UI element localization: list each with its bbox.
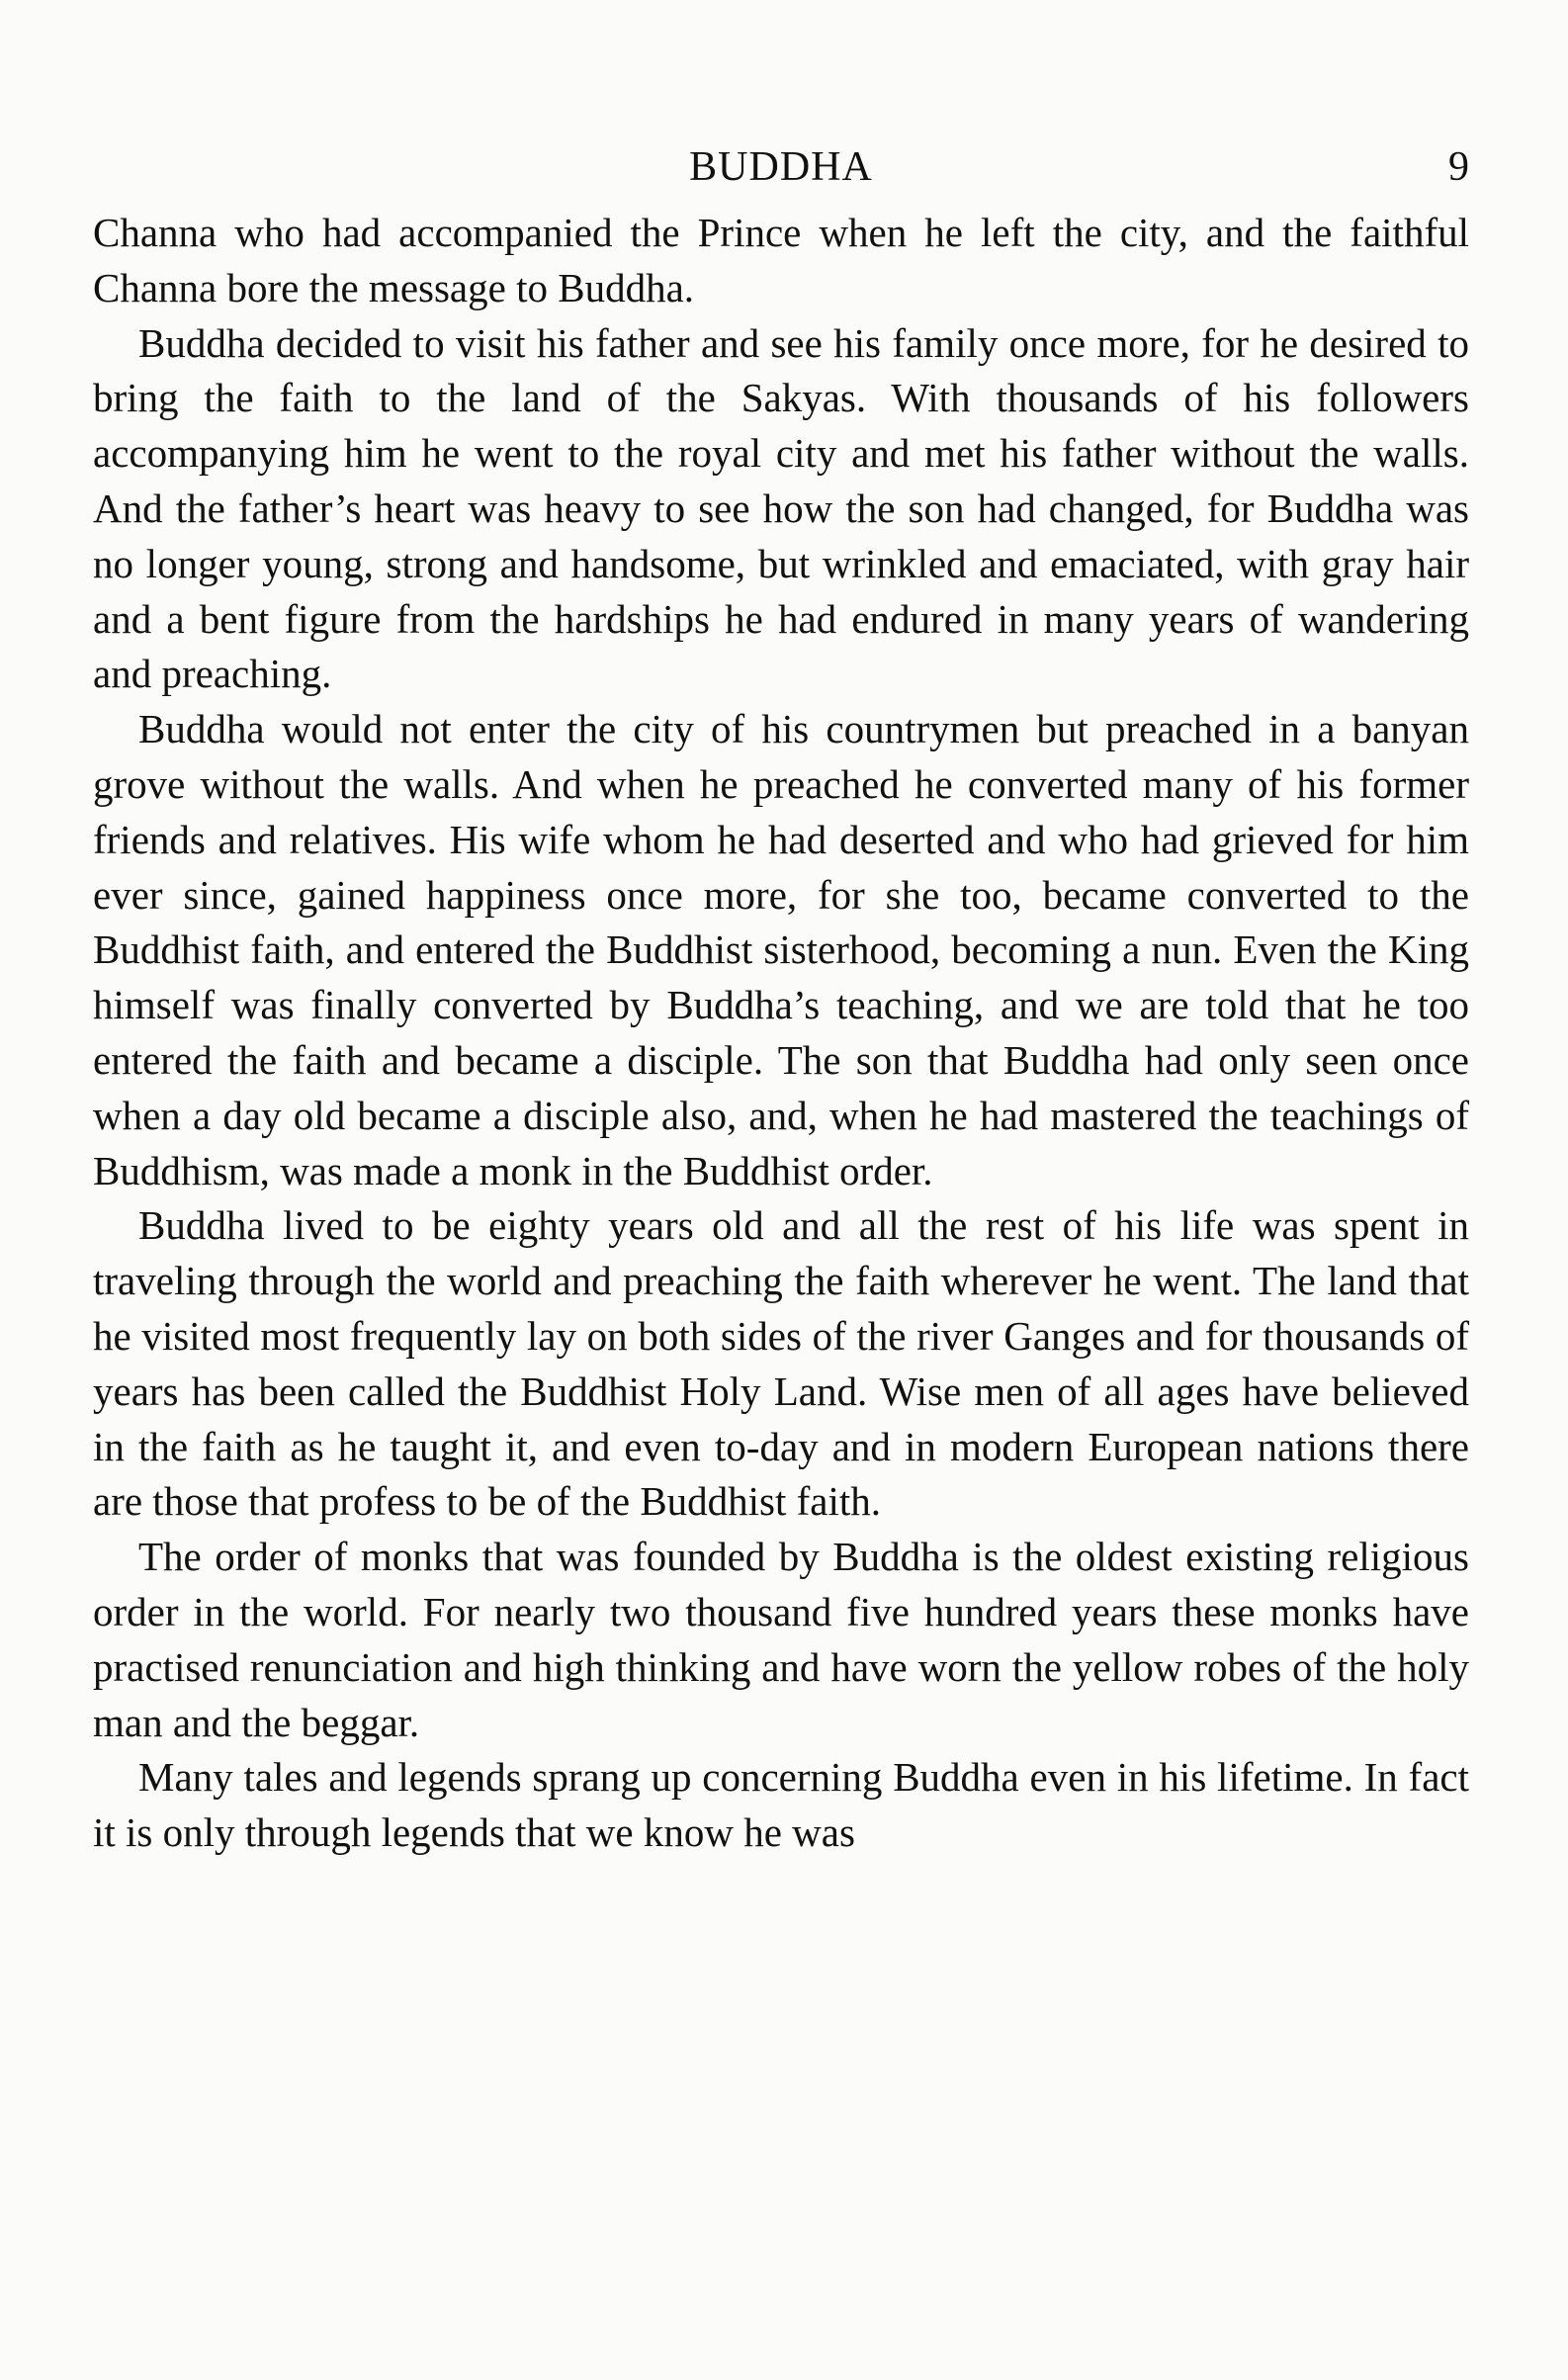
paragraph-1: Channa who had accompanied the Prince when he left the city, and the faithful Channa bore the message to Buddha. [93, 210, 1469, 310]
paragraph-5: The order of monks that was founded by Buddha is the oldest existing religious order in the world. For nearly two thousand five hundred years these monks have practised renunciation and high thinking and have worn the yellow robes of the holy man and the beggar. [93, 1534, 1469, 1745]
book-page [93, 136, 1469, 2332]
paragraph-2: Buddha decided to visit his father and see his family once more, for he desired to bring the faith to the land of the Sakyas. With thousands of his followers accompanying him he went to the royal city and met his father without the walls. And the father’s heart was heavy to see how the son had changed, for Buddha was no longer young, strong and handsome, but wrinkled and emaciated, with gray hair and a bent figure from the hardships he had endured in many years of wandering and preaching. [93, 319, 1469, 697]
running-head [93, 136, 1469, 198]
paragraph-3: Buddha would not enter the city of his countrymen but preached in a banyan grove without the walls. And when he preached he converted many of his former friends and relatives. His wife whom he had deserted and who had grieved for him ever since, gained happiness once more, for she too, became converted to the Buddhist faith, and entered the Buddhist sisterhood, becoming a nun. Even the King himself was finally converted by Buddha’s teaching, and we are told that he too entered the faith and became a disciple. The son that Buddha had only seen once when a day old became a disciple also, and, when he had mastered the teachings of Buddhism, was made a monk in the Buddhist order. [93, 706, 1469, 1193]
body-text [93, 206, 1469, 1861]
page-number: 9 [1448, 144, 1469, 190]
paragraph-6: Many tales and legends sprang up concerning Buddha even in his lifetime. In fact it is only through legends that we know he was [93, 1754, 1469, 1856]
running-title: BUDDHA [689, 144, 873, 190]
paragraph-4: Buddha lived to be eighty years old and all the rest of his life was spent in traveling through the world and preaching the faith wherever he went. The land that he visited most frequently lay on both sides of the river Ganges and for thousands of years has been called the Buddhist Holy Land. Wise men of all ages have believed in the faith as he taught it, and even to-day and in modern European nations there are those that profess to be of the Buddhist faith. [93, 1202, 1469, 1525]
